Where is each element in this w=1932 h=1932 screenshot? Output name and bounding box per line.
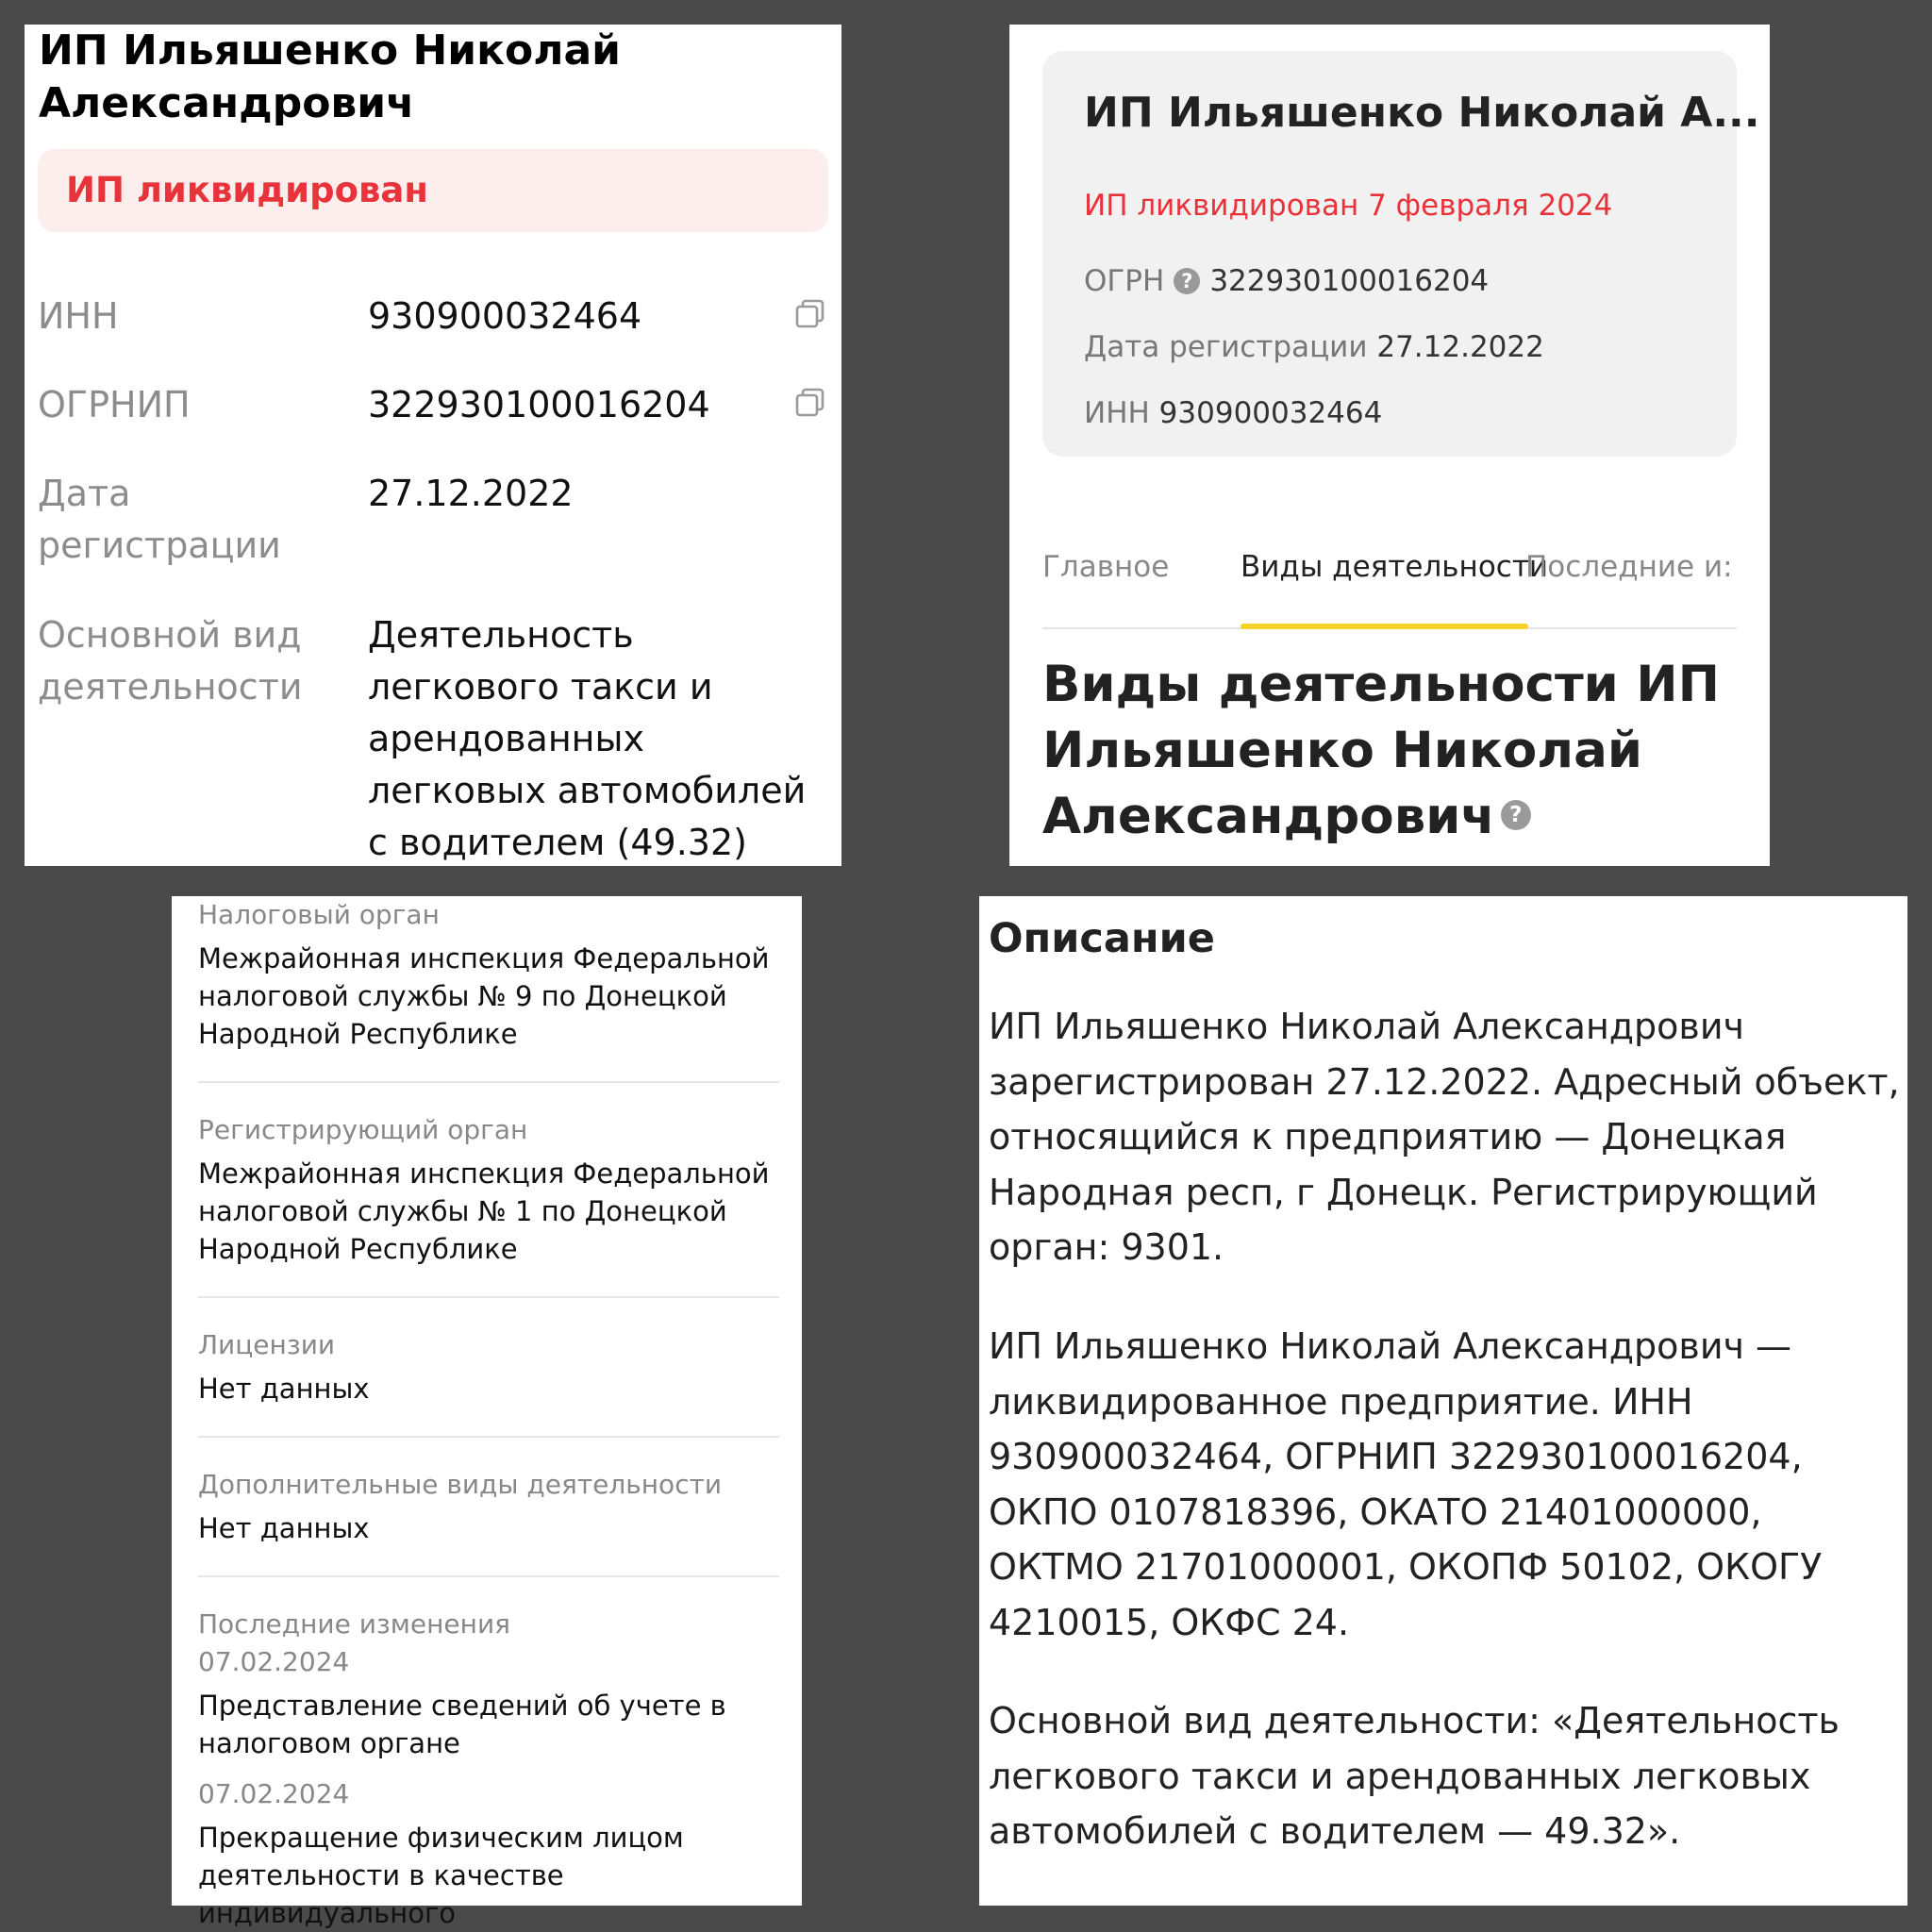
help-icon[interactable]: ? [1174, 268, 1200, 294]
heading-help-icon[interactable]: ? [1501, 800, 1531, 830]
licenses-label: Лицензии [198, 1329, 336, 1360]
status-banner-text: ИП ликвидирован [66, 170, 428, 210]
status-banner [38, 149, 828, 232]
description-paragraph: ИП Ильяшенко Николай Александрович зарегистрирован 27.12.2022. Адресный объект, относящийся к предприятию — Донецкая Народная респ, г Донецк. Регистрирующий орган: 9301. [989, 1006, 1900, 1268]
activities-heading-text: Виды деятельности ИП Ильяшенко Николай Александрович [1042, 656, 1720, 845]
activities-heading [1042, 652, 1750, 850]
inn-line [1084, 396, 1382, 430]
tab-recent[interactable]: Последние и: [1525, 550, 1733, 584]
reg-date-label: Дата регистрации [1084, 330, 1368, 364]
main-activity-row [38, 609, 830, 863]
licenses-block [198, 1326, 779, 1407]
description-paragraph: ИП Ильяшенко Николай Александрович — ликвидированное предприятие. ИНН 930900032464, ОГРНИП 322930100016204, ОКПО 0107818396, ОКАТО 21401000000, ОКТМО 21701000001, ОКОПФ 50102, ОКОГУ 4210015, ОКФС 24. [989, 1325, 1823, 1643]
company-summary-panel [25, 25, 841, 866]
ogrn-line [1084, 264, 1489, 298]
company-card [1042, 51, 1760, 457]
tab-main[interactable]: Главное [1042, 550, 1170, 584]
reg-date-value: 27.12.2022 [1376, 330, 1544, 364]
description-panel [979, 896, 1907, 1906]
inn-row [38, 291, 830, 347]
main-activity-label: Основной вид деятельности [38, 614, 303, 708]
registering-authority-value: Межрайонная инспекция Федеральной налоговой службы № 1 по Донецкой Народной Республике [198, 1158, 770, 1265]
inn-value: 930900032464 [368, 295, 642, 337]
inn-label: ИНН [38, 295, 119, 337]
tab-activities[interactable]: Виды деятельности [1241, 550, 1549, 584]
registration-date-value: 27.12.2022 [368, 473, 574, 514]
tax-authority-value: Межрайонная инспекция Федеральной налоговой службы № 9 по Донецкой Народной Республике [198, 942, 770, 1050]
recent-changes-label: Последние изменения [198, 1608, 511, 1640]
main-activity-value: Деятельность легкового такси и арендованных легковых автомобилей с водителем (49.32) [368, 614, 807, 863]
registration-date-label: Дата регистрации [38, 473, 281, 566]
separator [198, 1575, 779, 1577]
recent-changes-block [198, 1606, 779, 1932]
active-tab-underline [1241, 624, 1528, 629]
details-panel [172, 896, 802, 1929]
card-title: ИП Ильяшенко Николай А... [1084, 89, 1760, 137]
inn-value-card: 930900032464 [1158, 396, 1383, 430]
ogrn-label: ОГРН [1084, 264, 1165, 298]
ogrnip-label: ОГРНИП [38, 384, 191, 425]
description-paragraph: Основной вид деятельности: «Деятельность легкового такси и арендованных легковых автомобилей с водителем — 49.32». [989, 1700, 1840, 1852]
registration-date-row [38, 468, 830, 581]
inn-label-card: ИНН [1084, 396, 1150, 430]
change-text: Представление сведений об учете в налоговом органе [198, 1690, 726, 1759]
extra-activities-label: Дополнительные виды деятельности [198, 1469, 723, 1500]
registering-authority-block [198, 1111, 779, 1268]
separator [198, 1296, 779, 1298]
copy-ogrnip-icon[interactable] [794, 387, 826, 419]
change-text: Прекращение физическим лицом деятельности в качестве индивидуального [198, 1822, 684, 1929]
company-title: ИП Ильяшенко Николай Александрович [39, 26, 621, 127]
ogrnip-row [38, 379, 830, 436]
tab-bar [1042, 520, 1737, 629]
ogrnip-value: 322930100016204 [368, 384, 710, 425]
change-date: 07.02.2024 [198, 1778, 350, 1809]
copy-inn-icon[interactable] [794, 298, 826, 330]
description-heading: Описание [989, 915, 1215, 962]
licenses-value: Нет данных [198, 1373, 370, 1405]
company-card-panel [1009, 25, 1770, 866]
tax-authority-block [198, 896, 779, 1053]
extra-activities-block [198, 1466, 779, 1547]
tax-authority-label: Налоговый орган [198, 899, 440, 930]
separator [198, 1081, 779, 1083]
registering-authority-label: Регистрирующий орган [198, 1114, 528, 1145]
extra-activities-value: Нет данных [198, 1512, 370, 1544]
reg-date-line [1084, 330, 1544, 364]
card-status: ИП ликвидирован 7 февраля 2024 [1084, 189, 1613, 223]
change-date: 07.02.2024 [198, 1646, 350, 1677]
separator [198, 1436, 779, 1438]
ogrn-value: 322930100016204 [1209, 264, 1490, 298]
